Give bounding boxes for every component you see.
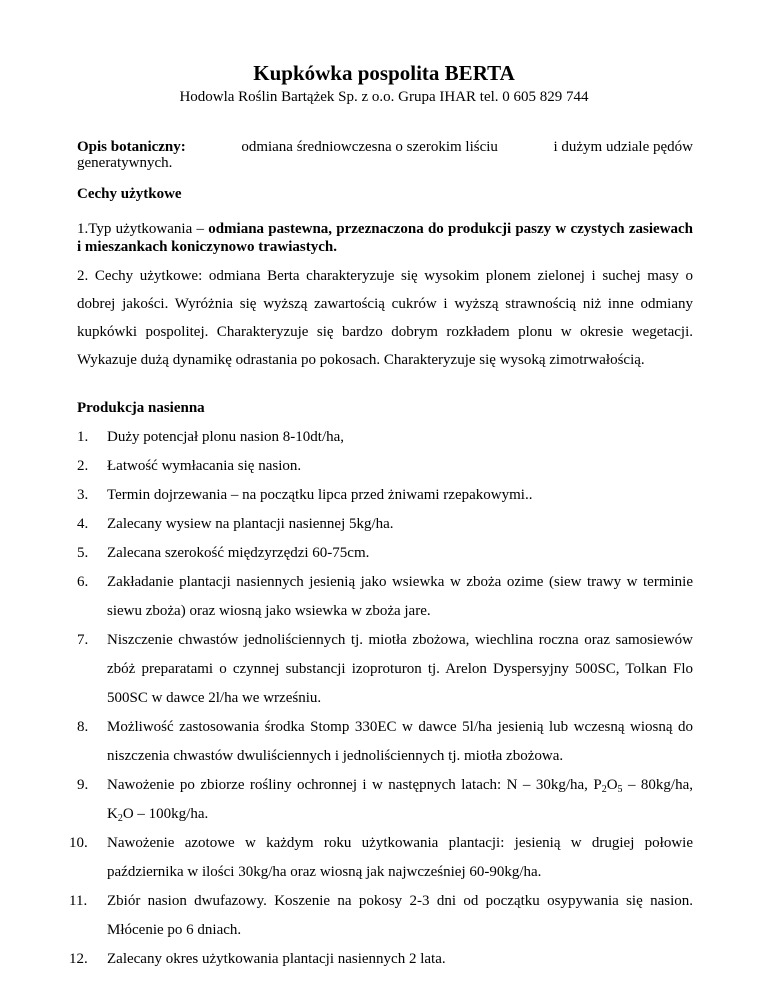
botanical-description (77, 139, 693, 171)
list-item-text: Możliwość zastosowania środka Stomp 330EC w dawce 5l/ha jesienią lub wczesną wiosną do niszczenia chwastów dwuliściennych i jednoliściennych tj. miotła zbożowa. (107, 719, 693, 764)
list-item-text: Zakładanie plantacji nasiennych jesienią jako wsiewka w zboża ozime (siew trawy w terminie siewu zboża) oraz wiosną jako wsiewka w zboża jare. (107, 574, 693, 619)
list-item-text-part: – 80kg/ha, K (107, 777, 693, 822)
list-item-text: Termin dojrzewania – na początku lipca przed żniwami rzepakowymi.. (107, 487, 533, 503)
list-item-text: Łatwość wymłacania się nasion. (107, 458, 302, 474)
cechy-item-1-bold: odmiana pastewna, przeznaczona do produkcji paszy w czystych zasiewach i mieszankach koniczynowo trawiastych. (77, 221, 693, 255)
cechy-item-1-prefix: 1.Typ użytkowania – (77, 221, 209, 237)
document-title: Kupkówka pospolita BERTA (253, 61, 515, 85)
list-item (77, 423, 693, 452)
list-item-number: 5. (77, 545, 89, 561)
botanical-description-text1: odmiana średniowczesna o szerokim liściu (241, 139, 498, 155)
produkcja-list (69, 423, 693, 974)
botanical-description-text2: i dużym udziale pędów (553, 139, 693, 155)
list-item-text: Zalecany okres użytkowania plantacji nasiennych 2 lata. (107, 951, 446, 967)
list-item (77, 510, 693, 539)
list-item-text (107, 777, 693, 822)
list-item-number: 4. (77, 516, 89, 532)
list-item-text-part: O (606, 777, 618, 793)
subscript: 5 (617, 784, 623, 795)
botanical-description-line1 (77, 139, 693, 155)
list-item-number: 12. (69, 951, 88, 967)
list-item-number: 9. (77, 777, 89, 793)
list-item-number: 11. (69, 893, 88, 909)
list-item-text: Nawożenie azotowe w każdym roku użytkowania plantacji: jesienią w drugiej połowie października w ilości 30kg/ha oraz wiosną jak najwcześniej 60-90kg/ha. (107, 835, 693, 880)
list-item-number: 10. (69, 835, 88, 851)
list-item (77, 713, 693, 771)
list-item-number: 1. (77, 429, 89, 445)
list-item (69, 945, 693, 974)
botanical-description-line2: generatywnych. (77, 155, 173, 171)
list-item (77, 771, 693, 829)
list-item (69, 829, 693, 887)
list-item-number: 7. (77, 632, 89, 648)
list-item (77, 452, 693, 481)
subscript: 2 (601, 784, 607, 795)
list-item-number: 2. (77, 458, 89, 474)
list-item (77, 481, 693, 510)
list-item-text-part: Nawożenie po zbiorze rośliny ochronnej i w następnych latach: N – 30kg/ha, P (107, 777, 602, 793)
list-item-number: 8. (77, 719, 89, 735)
botanical-description-label: Opis botaniczny: (77, 139, 186, 155)
section-heading-produkcja: Produkcja nasienna (77, 400, 205, 416)
list-item (77, 539, 693, 568)
list-item (77, 626, 693, 713)
cechy-item-1 (77, 220, 693, 256)
list-item-text: Zbiór nasion dwufazowy. Koszenie na pokosy 2-3 dni od początku osypywania się nasion. Młócenie po 6 dniach. (107, 893, 693, 938)
list-item-text: Zalecany wysiew na plantacji nasiennej 5kg/ha. (107, 516, 394, 532)
list-item-text-part: O – 100kg/ha. (122, 806, 209, 822)
cechy-item-2: 2. Cechy użytkowe: odmiana Berta charakteryzuje się wysokim plonem zielonej i suchej masy o dobrej jakości. Wyróżnia się wyższą zawartością cukrów i wyższą strawnością niż inne odmiany kupkówki pospolitej. Charakteryzuje się bardzo dobrym rozkładem plonu w okresie wegetacji. Wykazuje dużą dynamikę odrastania po pokosach. Charakteryzuje się wysoką zimotrwałością. (77, 268, 693, 368)
list-item-number: 6. (77, 574, 89, 590)
list-item (69, 887, 693, 945)
section-heading-cechy: Cechy użytkowe (77, 186, 182, 202)
list-item-number: 3. (77, 487, 89, 503)
list-item-text: Duży potencjał plonu nasion 8-10dt/ha, (107, 429, 345, 445)
subscript: 2 (117, 813, 123, 824)
document-subtitle: Hodowla Roślin Bartążek Sp. z o.o. Grupa IHAR tel. 0 605 829 744 (179, 89, 589, 105)
list-item-text: Niszczenie chwastów jednoliściennych tj. miotła zbożowa, wiechlina roczna oraz samosiewów zbóż preparatami o czynnej substancji izoproturon tj. Arelon Dyspersyjny 500SC, Tolkan Flo 500SC w dawce 2l/ha we wrześniu. (107, 632, 693, 706)
list-item-text: Zalecana szerokość międzyrzędzi 60-75cm. (107, 545, 370, 561)
list-item (77, 568, 693, 626)
